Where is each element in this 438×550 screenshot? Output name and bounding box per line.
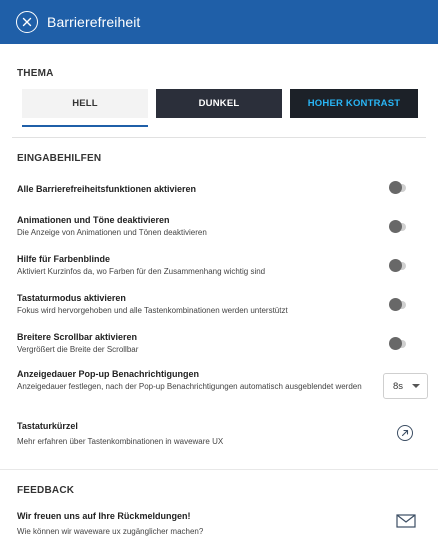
theme-light-button[interactable]: HELL xyxy=(22,89,148,118)
setting-popup-duration xyxy=(17,368,367,392)
close-icon xyxy=(22,17,32,27)
dialog-title: Barrierefreiheit xyxy=(47,14,141,30)
feedback-description: Wie können wir waveware ux zugänglicher machen? xyxy=(17,527,204,536)
setting-description: Aktiviert Kurzinfos da, wo Farben für den Zusammenhang wichtig sind xyxy=(17,267,266,276)
setting-wide-scrollbar xyxy=(17,331,417,355)
setting-title: Animationen und Töne deaktivieren xyxy=(17,215,170,225)
setting-title: Hilfe für Farbenblinde xyxy=(17,254,111,264)
popup-duration-select[interactable] xyxy=(383,373,428,399)
setting-description: Fokus wird hervorgehoben und alle Tastenkombinationen werden unterstützt xyxy=(17,306,288,315)
feedback-mail-button[interactable] xyxy=(396,514,416,528)
setting-all-accessibility xyxy=(17,183,417,195)
external-link-icon xyxy=(401,429,409,437)
theme-section-title: THEMA xyxy=(17,68,54,79)
toggle-wide-scrollbar[interactable] xyxy=(391,340,406,348)
toggle-color-blind-help[interactable] xyxy=(391,262,406,270)
setting-color-blind-help xyxy=(17,253,417,277)
chevron-down-icon xyxy=(412,384,420,388)
theme-dark-button[interactable]: DUNKEL xyxy=(156,89,282,118)
theme-high-contrast-button[interactable]: HOHER KONTRAST xyxy=(290,89,418,118)
setting-title: Alle Barrierefreiheitsfunktionen aktivieren xyxy=(17,184,197,194)
setting-title: Tastaturmodus aktivieren xyxy=(17,293,126,303)
setting-description: Mehr erfahren über Tastenkombinationen in waveware UX xyxy=(17,437,224,446)
toggle-keyboard-mode[interactable] xyxy=(391,301,406,309)
mail-icon xyxy=(396,514,416,528)
feedback-title: Wir freuen uns auf Ihre Rückmeldungen! xyxy=(17,511,191,521)
setting-keyboard-mode xyxy=(17,292,417,316)
feedback-section-title: FEEDBACK xyxy=(17,485,75,496)
setting-description: Vergrößert die Breite der Scrollbar xyxy=(17,345,139,354)
popup-duration-value: 8s xyxy=(393,380,404,392)
setting-title: Breitere Scrollbar aktivieren xyxy=(17,332,138,342)
setting-title: Anzeigedauer Pop-up Benachrichtigungen xyxy=(17,369,200,379)
theme-selector xyxy=(22,89,418,118)
setting-disable-animations xyxy=(17,214,417,238)
feedback-prompt xyxy=(17,510,417,537)
setting-description: Anzeigedauer festlegen, nach der Pop-up Benachrichtigungen automatisch ausgeblendet werden xyxy=(17,382,362,391)
close-button[interactable] xyxy=(16,11,38,33)
divider xyxy=(0,469,438,470)
toggle-disable-animations[interactable] xyxy=(391,223,406,231)
toggle-all-accessibility[interactable] xyxy=(391,184,406,192)
aids-section-title: EINGABEHILFEN xyxy=(17,153,102,164)
dialog-header xyxy=(0,0,438,44)
setting-description: Die Anzeige von Animationen und Tönen deaktivieren xyxy=(17,228,207,237)
setting-title: Tastaturkürzel xyxy=(17,421,78,431)
setting-shortcuts xyxy=(17,420,417,447)
shortcuts-link-button[interactable] xyxy=(397,425,413,441)
divider xyxy=(12,137,426,138)
